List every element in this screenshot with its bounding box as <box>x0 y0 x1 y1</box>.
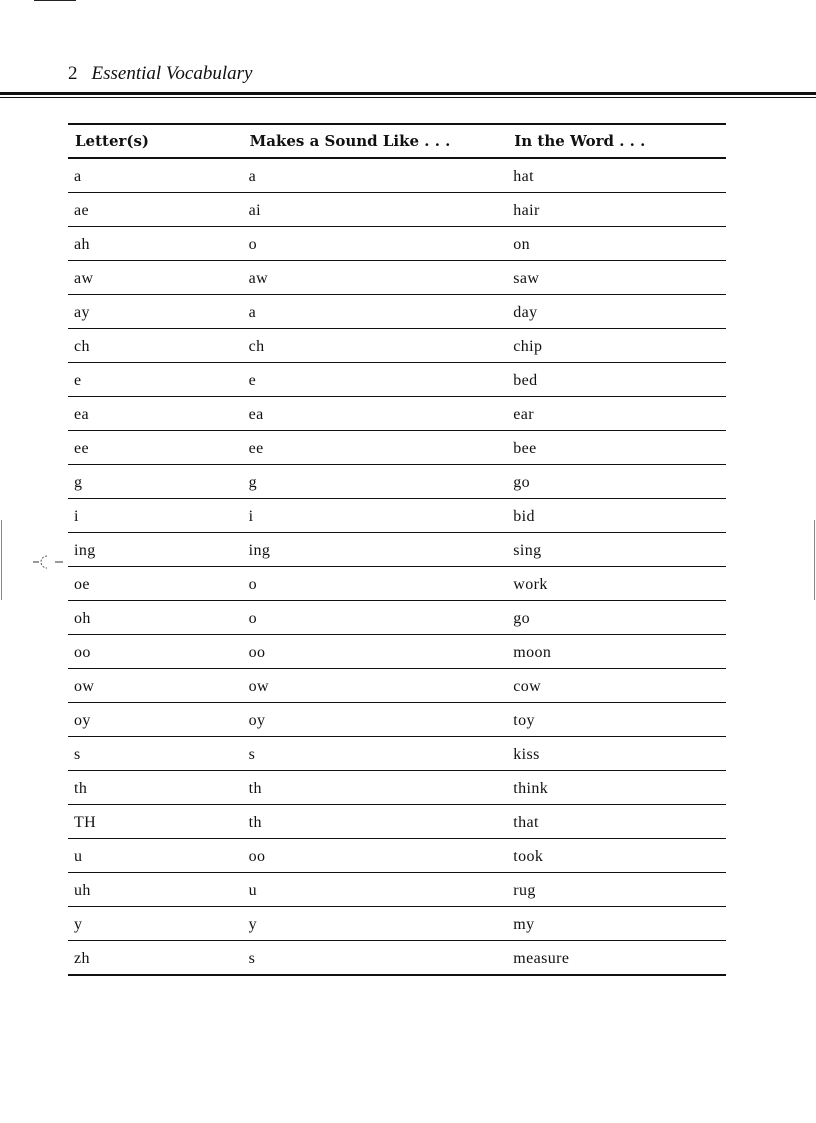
table-row <box>68 567 726 601</box>
table-row <box>68 907 726 941</box>
cell-word: moon <box>507 635 726 669</box>
cell-word: chip <box>507 329 726 363</box>
cell-word: ear <box>507 397 726 431</box>
table-row <box>68 499 726 533</box>
page-number: 2 <box>68 63 78 84</box>
crop-mark <box>34 0 76 1</box>
cell-sound: e <box>243 363 508 397</box>
cell-letters: i <box>68 499 243 533</box>
cell-word: go <box>507 465 726 499</box>
header-rule-thick <box>0 92 816 95</box>
cell-word: hair <box>507 193 726 227</box>
cell-word: on <box>507 227 726 261</box>
table-row <box>68 363 726 397</box>
cell-sound: ee <box>243 431 508 465</box>
cell-word: bid <box>507 499 726 533</box>
cell-word: toy <box>507 703 726 737</box>
cell-sound: i <box>243 499 508 533</box>
cell-letters: y <box>68 907 243 941</box>
header-rule-thin <box>0 97 816 98</box>
cell-letters: TH <box>68 805 243 839</box>
table-header-row <box>68 124 726 158</box>
column-header-sound: Makes a Sound Like . . . <box>243 124 508 158</box>
table-row <box>68 295 726 329</box>
table-row <box>68 261 726 295</box>
cell-word: my <box>507 907 726 941</box>
table-row <box>68 669 726 703</box>
cell-sound: ow <box>243 669 508 703</box>
cell-word: that <box>507 805 726 839</box>
cell-word: think <box>507 771 726 805</box>
registration-mark-icon <box>33 552 63 572</box>
cell-sound: s <box>243 941 508 976</box>
cell-letters: s <box>68 737 243 771</box>
cell-letters: ing <box>68 533 243 567</box>
cell-letters: oo <box>68 635 243 669</box>
column-header-letters: Letter(s) <box>68 124 243 158</box>
cell-letters: u <box>68 839 243 873</box>
cell-sound: th <box>243 771 508 805</box>
cell-sound: oo <box>243 839 508 873</box>
cell-word: hat <box>507 158 726 193</box>
cell-word: measure <box>507 941 726 976</box>
table-row <box>68 601 726 635</box>
cell-letters: oh <box>68 601 243 635</box>
cell-sound: oo <box>243 635 508 669</box>
cell-sound: o <box>243 601 508 635</box>
cell-sound: o <box>243 227 508 261</box>
cell-letters: ee <box>68 431 243 465</box>
table-row <box>68 397 726 431</box>
cell-sound: s <box>243 737 508 771</box>
left-edge-line <box>1 520 2 600</box>
cell-sound: g <box>243 465 508 499</box>
cell-letters: aw <box>68 261 243 295</box>
cell-word: rug <box>507 873 726 907</box>
cell-letters: e <box>68 363 243 397</box>
cell-sound: o <box>243 567 508 601</box>
cell-letters: ow <box>68 669 243 703</box>
cell-word: go <box>507 601 726 635</box>
table-row <box>68 941 726 976</box>
table-row <box>68 227 726 261</box>
cell-letters: ae <box>68 193 243 227</box>
column-header-word: In the Word . . . <box>507 124 726 158</box>
table-row <box>68 635 726 669</box>
cell-word: bed <box>507 363 726 397</box>
cell-word: saw <box>507 261 726 295</box>
table-row <box>68 431 726 465</box>
table-row <box>68 839 726 873</box>
cell-letters: ch <box>68 329 243 363</box>
table-row <box>68 703 726 737</box>
table-row <box>68 329 726 363</box>
cell-word: bee <box>507 431 726 465</box>
cell-sound: oy <box>243 703 508 737</box>
cell-word: took <box>507 839 726 873</box>
table-row <box>68 465 726 499</box>
cell-sound: a <box>243 295 508 329</box>
cell-sound: ai <box>243 193 508 227</box>
table-row <box>68 771 726 805</box>
cell-sound: ch <box>243 329 508 363</box>
cell-sound: a <box>243 158 508 193</box>
running-head <box>68 62 252 86</box>
cell-letters: ah <box>68 227 243 261</box>
cell-letters: th <box>68 771 243 805</box>
cell-letters: zh <box>68 941 243 976</box>
table-row <box>68 737 726 771</box>
cell-letters: ea <box>68 397 243 431</box>
table-row <box>68 158 726 193</box>
table-body <box>68 158 726 975</box>
cell-sound: ea <box>243 397 508 431</box>
cell-letters: ay <box>68 295 243 329</box>
cell-sound: th <box>243 805 508 839</box>
table-row <box>68 873 726 907</box>
vocabulary-table <box>68 123 726 976</box>
cell-letters: oy <box>68 703 243 737</box>
cell-word: work <box>507 567 726 601</box>
cell-sound: aw <box>243 261 508 295</box>
cell-letters: g <box>68 465 243 499</box>
cell-letters: uh <box>68 873 243 907</box>
cell-word: kiss <box>507 737 726 771</box>
cell-sound: y <box>243 907 508 941</box>
cell-letters: oe <box>68 567 243 601</box>
cell-word: cow <box>507 669 726 703</box>
cell-word: day <box>507 295 726 329</box>
cell-letters: a <box>68 158 243 193</box>
cell-sound: u <box>243 873 508 907</box>
cell-sound: ing <box>243 533 508 567</box>
table-row <box>68 193 726 227</box>
table-row <box>68 533 726 567</box>
right-edge-line <box>814 520 815 600</box>
cell-word: sing <box>507 533 726 567</box>
page-title: Essential Vocabulary <box>91 63 253 84</box>
table-row <box>68 805 726 839</box>
